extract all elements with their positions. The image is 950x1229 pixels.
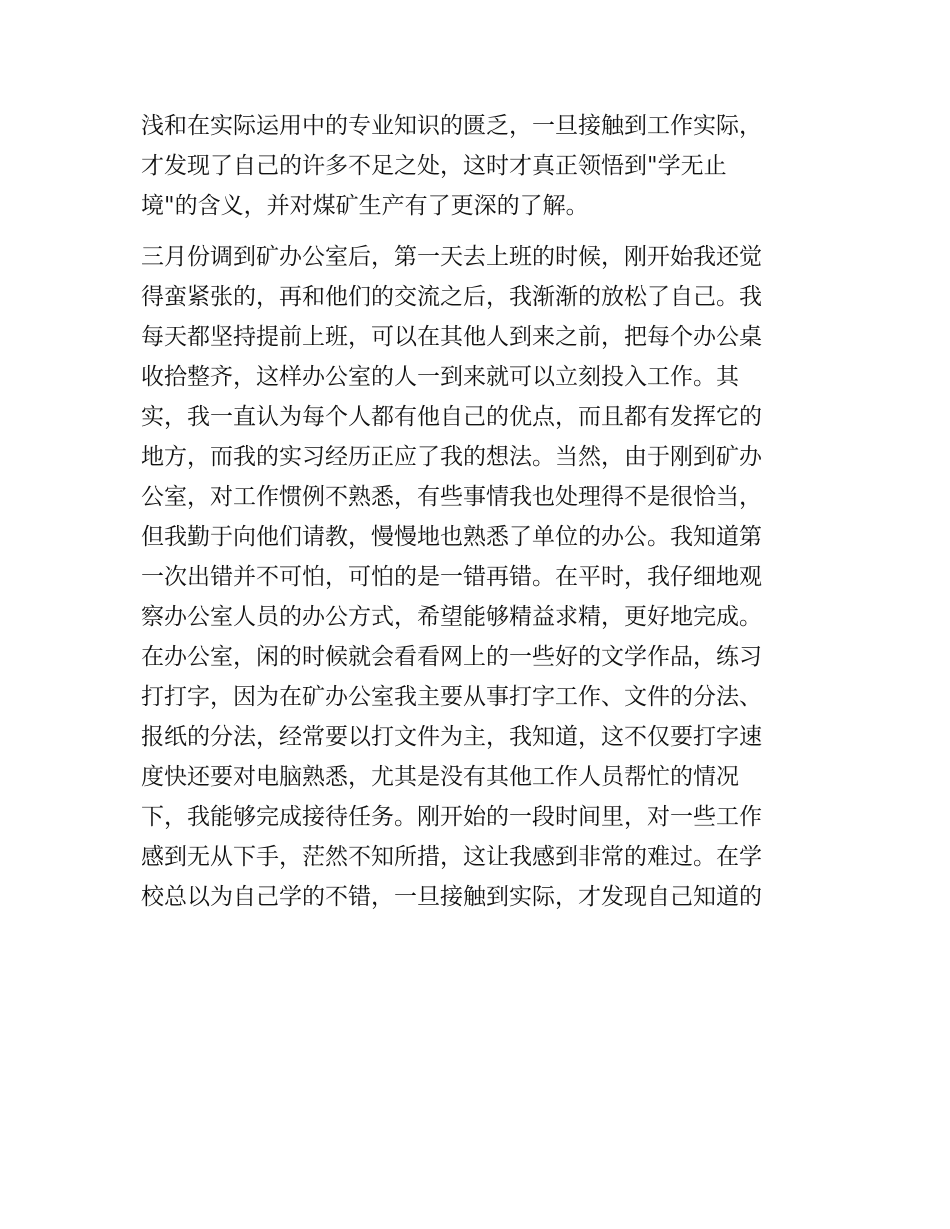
text-line: 三月份调到矿办公室后，第一天去上班的时候，刚开始我还觉 — [141, 244, 762, 270]
text-line: 得蛮紧张的，再和他们的交流之后，我渐渐的放松了自己。我 — [141, 284, 762, 310]
text-line: 每天都坚持提前上班，可以在其他人到来之前，把每个办公桌 — [141, 324, 762, 350]
text-line: 实，我一直认为每个人都有他自己的优点，而且都有发挥它的 — [141, 404, 762, 430]
text-line: 打打字，因为在矿办公室我主要从事打字工作、文件的分法、 — [141, 684, 762, 710]
paragraph-2 — [141, 237, 821, 917]
text-line: 但我勤于向他们请教，慢慢地也熟悉了单位的办公。我知道第 — [141, 524, 762, 550]
document-body — [141, 106, 821, 917]
text-line: 公室，对工作惯例不熟悉，有些事情我也处理得不是很恰当， — [141, 484, 762, 510]
text-line: 地方，而我的实习经历正应了我的想法。当然，由于刚到矿办 — [141, 444, 762, 470]
text-line: 报纸的分法，经常要以打文件为主，我知道，这不仅要打字速 — [141, 724, 762, 750]
text-line: 才发现了自己的许多不足之处，这时才真正领悟到"学无止 — [141, 153, 727, 179]
text-line: 察办公室人员的办公方式，希望能够精益求精，更好地完成。 — [141, 604, 762, 630]
text-line: 境"的含义，并对煤矿生产有了更深的了解。 — [141, 193, 589, 219]
paragraph-gap — [141, 226, 821, 237]
text-line: 度快还要对电脑熟悉，尤其是没有其他工作人员帮忙的情况 — [141, 764, 739, 790]
text-line: 在办公室，闲的时候就会看看网上的一些好的文学作品，练习 — [141, 644, 762, 670]
paragraph-1 — [141, 106, 821, 226]
text-line: 下，我能够完成接待任务。刚开始的一段时间里，对一些工作 — [141, 804, 762, 830]
text-line: 浅和在实际运用中的专业知识的匮乏，一旦接触到工作实际， — [141, 113, 762, 139]
text-line: 收拾整齐，这样办公室的人一到来就可以立刻投入工作。其 — [141, 364, 739, 390]
text-line: 校总以为自己学的不错，一旦接触到实际，才发现自己知道的 — [141, 884, 762, 910]
text-line: 感到无从下手，茫然不知所措，这让我感到非常的难过。在学 — [141, 844, 762, 870]
text-line: 一次出错并不可怕，可怕的是一错再错。在平时，我仔细地观 — [141, 564, 762, 590]
